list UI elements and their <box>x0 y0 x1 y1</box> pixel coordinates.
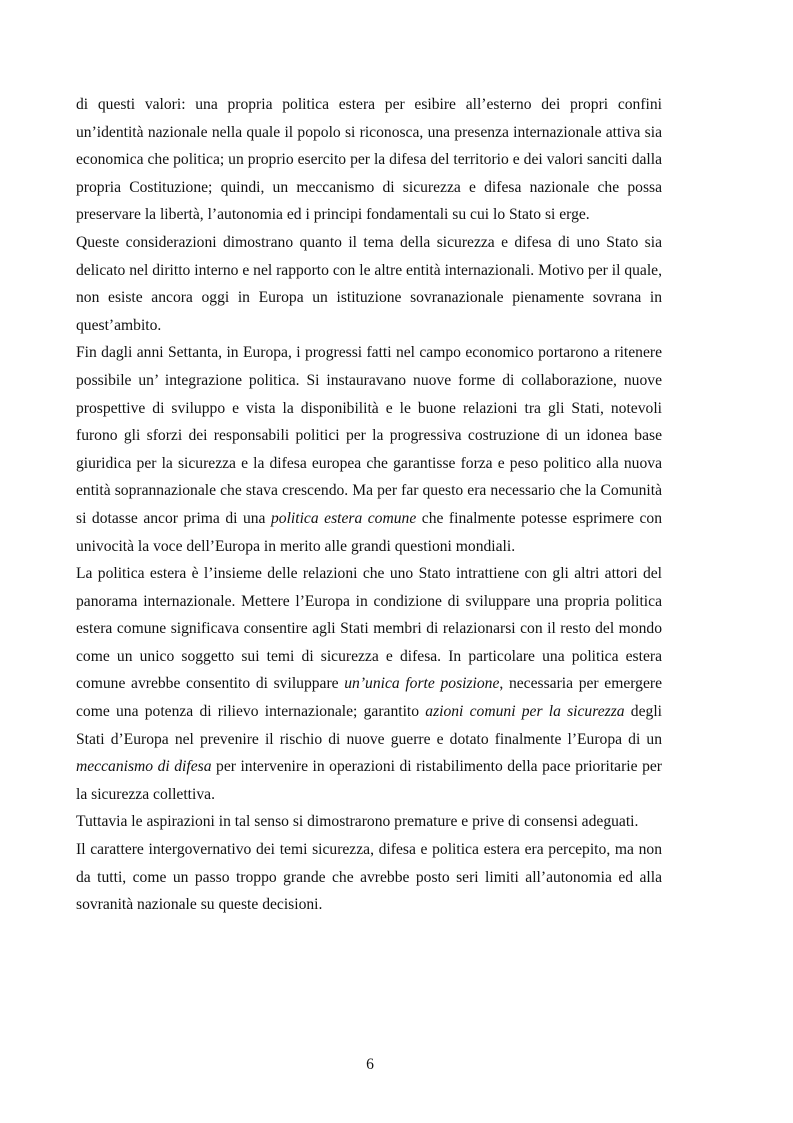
paragraph-5 <box>76 808 662 836</box>
paragraph-4-text-a: La politica estera è l’insieme delle relazioni che uno Stato intrattiene con gli altri attori del panorama internazionale. Mettere l’Europa in condizione di sviluppare una propria politica estera comune significava consentire agli Stati membri di relazionarsi con il resto del mondo come un unico soggetto sui temi di sicurezza e difesa. In particolare una politica estera comune avrebbe consentito di sviluppare <box>76 565 662 693</box>
paragraph-4-emphasis-3: meccanismo di difesa <box>76 758 212 776</box>
paragraph-3-text-a: Fin dagli anni Settanta, in Europa, i progressi fatti nel campo economico portarono a ritenere possibile un’ integrazione politica. Si instauravano nuove forme di collaborazione, nuove prospettive di sviluppo e vista la disponibilità e le buone relazioni tra gli Stati, notevoli furono gli sforzi dei responsabili politici per la progressiva costruzione di un idonea base giuridica per la sicurezza e la difesa europea che garantisse forza e peso politico alla nuova entità soprannazionale che stava crescendo. Ma per far questo era necessario che la Comunità si dotasse ancor prima di una <box>76 344 662 527</box>
paragraph-4 <box>76 560 662 808</box>
paragraph-1-text: di questi valori: una propria politica estera per esibire all’esterno dei propri confini un’identità nazionale nella quale il popolo si riconosca, una presenza internazionale attiva sia economica che politica; un proprio esercito per la difesa del territorio e dei valori sanciti dalla propria Costituzione; quindi, un meccanismo di sicurezza e difesa nazionale che possa preservare la libertà, l’autonomia ed i principi fondamentali su cui lo Stato si erge. <box>76 96 662 224</box>
paragraph-4-text-c: degli Stati d’Europa nel prevenire il rischio di nuove guerre e dotato finalmente l’Europa di un <box>76 703 662 748</box>
paragraph-6-text: Il carattere intergovernativo dei temi sicurezza, difesa e politica estera era percepito, ma non da tutti, come un passo troppo grande che avrebbe posto seri limiti all’autonomia ed alla sovranità nazionale su queste decisioni. <box>76 841 662 914</box>
paragraph-5-text: Tuttavia le aspirazioni in tal senso si dimostrarono premature e prive di consensi adeguati. <box>76 813 639 831</box>
paragraph-3-text-b: che finalmente potesse esprimere con univocità la voce dell’Europa in merito alle grandi questioni mondiali. <box>76 509 663 555</box>
paragraph-4-text-d: per intervenire in operazioni di ristabilimento della pace prioritarie per la sicurezza collettiva. <box>76 758 662 803</box>
paragraph-3-emphasis: politica estera comune <box>271 509 417 527</box>
paragraph-4-emphasis-1: un’unica forte posizione <box>344 675 500 693</box>
paragraph-1 <box>76 91 662 229</box>
page-number: 6 <box>366 1056 374 1073</box>
body-text <box>76 91 662 919</box>
paragraph-6 <box>76 836 662 919</box>
paragraph-4-text-b: , necessaria per emergere come una potenza di rilievo internazionale; garantito <box>76 675 662 721</box>
paragraph-2-text: Queste considerazioni dimostrano quanto il tema della sicurezza e difesa di uno Stato sia delicato nel diritto interno e nel rapporto con le altre entità internazionali. Motivo per il quale, non esiste ancora oggi in Europa un istituzione sovranazionale pienamente sovrana in quest’ambito. <box>76 233 662 334</box>
paragraph-2 <box>76 229 662 339</box>
paragraph-3 <box>76 339 662 560</box>
paragraph-4-emphasis-2: azioni comuni per la sicurezza <box>425 703 625 721</box>
